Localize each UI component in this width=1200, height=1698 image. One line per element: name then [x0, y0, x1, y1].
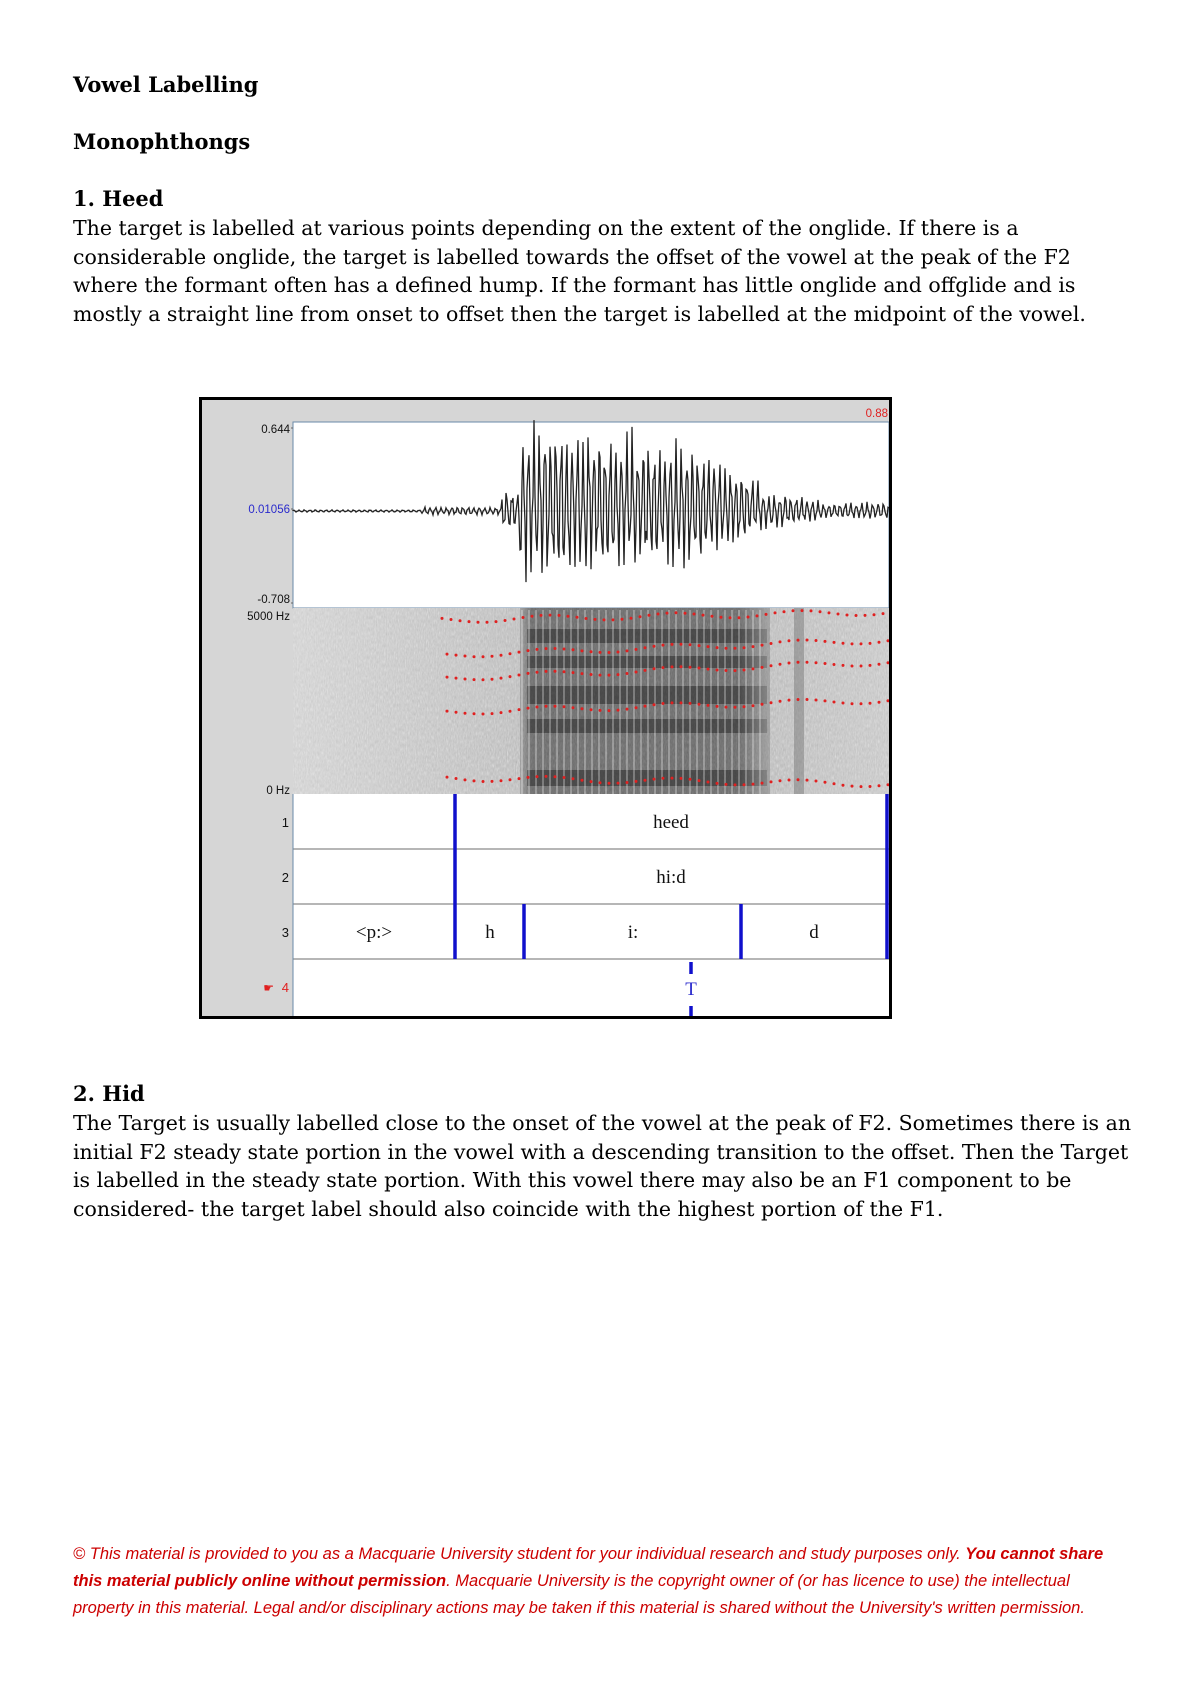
formant-dot	[860, 642, 863, 645]
formant-dot	[554, 705, 557, 708]
formant-dot	[743, 705, 746, 708]
formant-dot	[788, 779, 791, 782]
formant-dot	[675, 611, 678, 614]
formant-dot	[752, 667, 755, 670]
formant-dot	[482, 678, 485, 681]
spectrogram-top-label: 5000 Hz	[247, 611, 290, 623]
formant-dot	[770, 701, 773, 704]
formant-dot	[797, 698, 800, 701]
formant-dot	[878, 784, 881, 787]
formant-dot	[770, 642, 773, 645]
formant-dot	[842, 642, 845, 645]
formant-dot	[851, 642, 854, 645]
formant-dot	[491, 678, 494, 681]
formant-dot	[752, 704, 755, 707]
formant-dot	[468, 620, 471, 623]
formant-dot	[779, 640, 782, 643]
formant-dot	[455, 711, 458, 714]
formant-dot	[482, 780, 485, 783]
tier-3-label-i[interactable]: i:	[627, 922, 639, 943]
formant-dot	[446, 653, 449, 656]
formant-dot	[671, 665, 674, 668]
formant-dot	[878, 701, 881, 704]
formant-dot	[770, 780, 773, 783]
formant-dot	[806, 639, 809, 642]
formant-dot	[653, 703, 656, 706]
formant-dot	[446, 710, 449, 713]
formant-dot	[617, 673, 620, 676]
formant-dot	[671, 701, 674, 704]
formant-dot	[774, 611, 777, 614]
formant-dot	[806, 661, 809, 664]
formant-dot	[869, 664, 872, 667]
formant-dot	[581, 779, 584, 782]
formant-dot	[743, 669, 746, 672]
formant-dot	[446, 776, 449, 779]
formant-dot	[815, 661, 818, 664]
formant-dot	[734, 647, 737, 650]
tier-3-label-h[interactable]: h	[485, 922, 495, 943]
formant-dot	[765, 613, 768, 616]
formant-dot	[531, 615, 534, 618]
formant-dot	[851, 665, 854, 668]
formant-dot	[873, 613, 876, 616]
formant-dot	[648, 614, 651, 617]
praat-figure	[199, 397, 892, 1019]
formant-dot	[644, 669, 647, 672]
formant-dot	[698, 667, 701, 670]
formant-dot	[878, 641, 881, 644]
formant-dot	[626, 708, 629, 711]
formant-dot	[563, 705, 566, 708]
formant-dot	[833, 663, 836, 666]
formant-dot	[851, 702, 854, 705]
formant-dot	[617, 651, 620, 654]
formant-dot	[693, 613, 696, 616]
formant-dot	[617, 709, 620, 712]
formant-dot	[797, 639, 800, 642]
formant-dot	[599, 651, 602, 654]
formant-dot	[810, 609, 813, 612]
formant-dot	[563, 670, 566, 673]
formant-dot	[509, 710, 512, 713]
formant-dot	[581, 649, 584, 652]
formant-dot	[761, 703, 764, 706]
formant-dot	[869, 702, 872, 705]
formant-dot	[464, 678, 467, 681]
formant-dot	[563, 776, 566, 779]
formant-dot	[464, 712, 467, 715]
formant-dot	[698, 703, 701, 706]
praat-textgrid-view	[202, 400, 889, 1016]
formant-dot	[626, 781, 629, 784]
formant-dot	[671, 643, 674, 646]
formant-dot	[590, 673, 593, 676]
section-body-heed: The target is labelled at various points depending on the extent of the onglide. If there is a considerable onglide, the target is labelled towards the offset of the vowel at the peak of the F2 where the formant often has a defined hump. If the formant has little onglide and offglide and is mostly a straight line from onset to offset then the target is labelled at the midpoint of the vowel.	[73, 216, 1086, 326]
formant-dot	[761, 644, 764, 647]
formant-dot	[455, 777, 458, 780]
formant-dot	[617, 782, 620, 785]
formant-dot	[441, 617, 444, 620]
formant-dot	[882, 612, 885, 615]
formant-dot	[608, 709, 611, 712]
formant-dot	[734, 669, 737, 672]
section-body-hid: The Target is usually labelled close to the onset of the vowel at the peak of F2. Sometimes there is an initial F2 steady state portion in the vowel with a descending transition to the offset. Then the Target is labelled in the steady state portion. With this vowel there may also be an F1 component to be considered- the target label should also coincide with the highest portion of the F1.	[73, 1111, 1132, 1221]
formant-dot	[527, 672, 530, 675]
formant-dot	[500, 677, 503, 680]
formant-dot	[806, 779, 809, 782]
formant-dot	[824, 699, 827, 702]
formant-dot	[536, 706, 539, 709]
formant-dot	[527, 776, 530, 779]
formant-dot	[689, 666, 692, 669]
formant-dot	[824, 781, 827, 784]
formant-dot	[455, 654, 458, 657]
formant-dot	[851, 785, 854, 788]
formant-dot	[500, 654, 503, 657]
formant-dot	[581, 707, 584, 710]
formant-dot	[707, 645, 710, 648]
formant-dot	[464, 778, 467, 781]
formant-dot	[482, 713, 485, 716]
formant-dot	[450, 618, 453, 621]
formant-dot	[725, 706, 728, 709]
formant-dot	[869, 642, 872, 645]
formant-dot	[837, 613, 840, 616]
formant-dot	[698, 644, 701, 647]
formant-dot	[779, 700, 782, 703]
section-heading-heed: 1. Heed	[73, 186, 164, 211]
formant-dot	[680, 701, 683, 704]
formant-dot	[743, 646, 746, 649]
formant-dot	[572, 648, 575, 651]
formant-dot	[819, 610, 822, 613]
copyright-text-1: © This material is provided to you as a Macquarie University student for your individual research and study purposes only.	[73, 1545, 966, 1563]
formant-dot	[725, 647, 728, 650]
formant-dot	[581, 672, 584, 675]
formant-dot	[612, 618, 615, 621]
formant-dot	[662, 702, 665, 705]
tier-4-target-label[interactable]: T	[685, 979, 697, 1000]
time-readout: 0.88	[865, 408, 888, 420]
waveform-max-label: 0.644	[261, 424, 290, 436]
formant-dot	[558, 614, 561, 617]
formant-dot	[653, 778, 656, 781]
formant-dot	[815, 780, 818, 783]
formant-dot	[653, 645, 656, 648]
formant-dot	[504, 619, 507, 622]
formant-dot	[828, 611, 831, 614]
waveform-min-label: -0.708	[257, 594, 290, 606]
pointing-hand-icon: ☛	[263, 981, 274, 995]
tier-4-number: 4	[281, 980, 289, 995]
formant-dot	[756, 614, 759, 617]
formant-dot	[545, 705, 548, 708]
copyright-text-2: . Macquarie University is the copyright owner of (or has licence to use) the intellectual property in this material. Legal and/or disciplinary actions may be taken if this material is shared without the University's written permission.	[73, 1572, 1085, 1617]
formant-dot	[491, 712, 494, 715]
formant-dot	[644, 779, 647, 782]
tier-3-label-pause[interactable]: <p:>	[355, 922, 393, 943]
formant-dot	[518, 777, 521, 780]
formant-dot	[509, 652, 512, 655]
formant-dot	[549, 614, 552, 617]
formant-dot	[738, 616, 741, 619]
formant-dot	[518, 651, 521, 654]
formant-dot	[788, 639, 791, 642]
formant-dot	[716, 669, 719, 672]
formant-dot	[486, 621, 489, 624]
section-heading-hid: 2. Hid	[73, 1081, 145, 1106]
formant-dot	[860, 665, 863, 668]
formant-dot	[594, 618, 597, 621]
copyright-warning: You cannot share this material publicly online without permission	[73, 1545, 1104, 1590]
formant-dot	[779, 663, 782, 666]
formant-dot	[698, 779, 701, 782]
formant-dot	[603, 618, 606, 621]
formant-dot	[473, 779, 476, 782]
formant-dot	[743, 783, 746, 786]
formant-dot	[792, 609, 795, 612]
formant-dot	[626, 649, 629, 652]
formant-dot	[522, 616, 525, 619]
formant-dot	[509, 778, 512, 781]
formant-dot	[734, 783, 737, 786]
formant-dot	[464, 655, 467, 658]
formant-dot	[707, 668, 710, 671]
formant-dot	[666, 612, 669, 615]
document-title: Vowel Labelling	[73, 72, 259, 97]
formant-dot	[815, 639, 818, 642]
formant-dot	[563, 648, 566, 651]
formant-dot	[540, 614, 543, 617]
formant-dot	[567, 615, 570, 618]
formant-dot	[513, 618, 516, 621]
formant-dot	[716, 782, 719, 785]
formant-dot	[644, 705, 647, 708]
waveform-cursor-value: 0.01056	[248, 504, 290, 516]
formant-dot	[869, 785, 872, 788]
formant-dot	[878, 663, 881, 666]
formant-dot	[608, 674, 611, 677]
formant-dot	[459, 619, 462, 622]
formant-dot	[635, 780, 638, 783]
formant-dot	[639, 615, 642, 618]
formant-dot	[842, 702, 845, 705]
formant-dot	[725, 783, 728, 786]
formant-dot	[734, 706, 737, 709]
formant-dot	[684, 612, 687, 615]
formant-dot	[635, 706, 638, 709]
formant-dot	[806, 698, 809, 701]
formant-dot	[500, 711, 503, 714]
spectrogram-panel[interactable]	[293, 608, 889, 794]
formant-dot	[630, 617, 633, 620]
formant-dot	[720, 616, 723, 619]
formant-dot	[716, 705, 719, 708]
formant-dot	[797, 661, 800, 664]
formant-dot	[752, 783, 755, 786]
formant-dot	[536, 648, 539, 651]
formant-dot	[554, 670, 557, 673]
formant-dot	[554, 647, 557, 650]
formant-dot	[680, 665, 683, 668]
formant-dot	[621, 618, 624, 621]
formant-dot	[491, 655, 494, 658]
formant-dot	[689, 702, 692, 705]
formant-dot	[752, 645, 755, 648]
formant-dot	[824, 662, 827, 665]
formant-dot	[770, 664, 773, 667]
formant-dot	[707, 781, 710, 784]
formant-dot	[599, 709, 602, 712]
formant-dot	[788, 699, 791, 702]
formant-dot	[833, 641, 836, 644]
formant-dot	[689, 643, 692, 646]
formant-dot	[635, 648, 638, 651]
formant-dot	[680, 643, 683, 646]
formant-dot	[455, 677, 458, 680]
formant-dot	[779, 779, 782, 782]
spectrogram-bottom-label: 0 Hz	[266, 785, 290, 797]
formant-dot	[482, 655, 485, 658]
formant-dot	[657, 613, 660, 616]
formant-dot	[545, 647, 548, 650]
formant-dot	[545, 775, 548, 778]
formant-dot	[833, 782, 836, 785]
formant-dot	[599, 781, 602, 784]
formant-dot	[662, 666, 665, 669]
formant-dot	[446, 676, 449, 679]
formant-dot	[554, 775, 557, 778]
formant-dot	[716, 646, 719, 649]
formant-dot	[860, 785, 863, 788]
formant-dot	[671, 777, 674, 780]
formant-dot	[761, 666, 764, 669]
formant-dot	[536, 671, 539, 674]
formant-dot	[572, 777, 575, 780]
formant-dot	[783, 610, 786, 613]
formant-dot	[576, 616, 579, 619]
formant-dot	[855, 614, 858, 617]
formant-dot	[572, 671, 575, 674]
formant-dot	[689, 778, 692, 781]
formant-dot	[477, 621, 480, 624]
formant-dot	[824, 640, 827, 643]
formant-dot	[662, 777, 665, 780]
formant-dot	[702, 614, 705, 617]
tier-1-label-heed[interactable]: heed	[653, 812, 689, 833]
formant-dot	[500, 779, 503, 782]
textgrid-area[interactable]	[293, 794, 889, 1016]
formant-dot	[635, 671, 638, 674]
formant-dot	[509, 675, 512, 678]
tier-1-number: 1	[281, 815, 289, 830]
formant-dot	[707, 704, 710, 707]
formant-dot	[711, 615, 714, 618]
tier-3-number: 3	[281, 925, 289, 940]
formant-dot	[833, 701, 836, 704]
tier-2-number: 2	[281, 870, 289, 885]
formant-dot	[842, 664, 845, 667]
section-subtitle: Monophthongs	[73, 129, 251, 154]
formant-dot	[761, 782, 764, 785]
formant-dot	[653, 667, 656, 670]
formant-dot	[495, 620, 498, 623]
formant-dot	[608, 782, 611, 785]
formant-dot	[846, 614, 849, 617]
formant-dot	[572, 706, 575, 709]
formant-dot	[864, 614, 867, 617]
formant-dot	[729, 616, 732, 619]
formant-dot	[815, 699, 818, 702]
formant-dot	[860, 702, 863, 705]
formant-dot	[842, 784, 845, 787]
formant-dot	[491, 780, 494, 783]
formant-dot	[680, 777, 683, 780]
formant-dot	[662, 644, 665, 647]
formant-dot	[599, 674, 602, 677]
formant-dot	[527, 649, 530, 652]
formant-dot	[725, 669, 728, 672]
formant-dot	[590, 708, 593, 711]
formant-dot	[788, 662, 791, 665]
formant-dot	[626, 672, 629, 675]
formant-dot	[585, 617, 588, 620]
formant-dot	[801, 609, 804, 612]
tier-3-label-d[interactable]: d	[809, 922, 819, 943]
copyright-notice	[73, 1541, 1133, 1622]
formant-dot	[590, 650, 593, 653]
formant-dot	[518, 708, 521, 711]
formant-dot	[797, 778, 800, 781]
formant-dot	[473, 655, 476, 658]
formant-dot	[608, 651, 611, 654]
formant-dot	[473, 678, 476, 681]
formant-dot	[747, 616, 750, 619]
formant-dot	[527, 707, 530, 710]
formant-dot	[473, 712, 476, 715]
tier-2-label-hid[interactable]: hi:d	[656, 867, 686, 888]
formant-dot	[545, 670, 548, 673]
formant-dot	[644, 646, 647, 649]
formant-dot	[518, 674, 521, 677]
formant-dot	[536, 775, 539, 778]
formant-dot	[590, 780, 593, 783]
